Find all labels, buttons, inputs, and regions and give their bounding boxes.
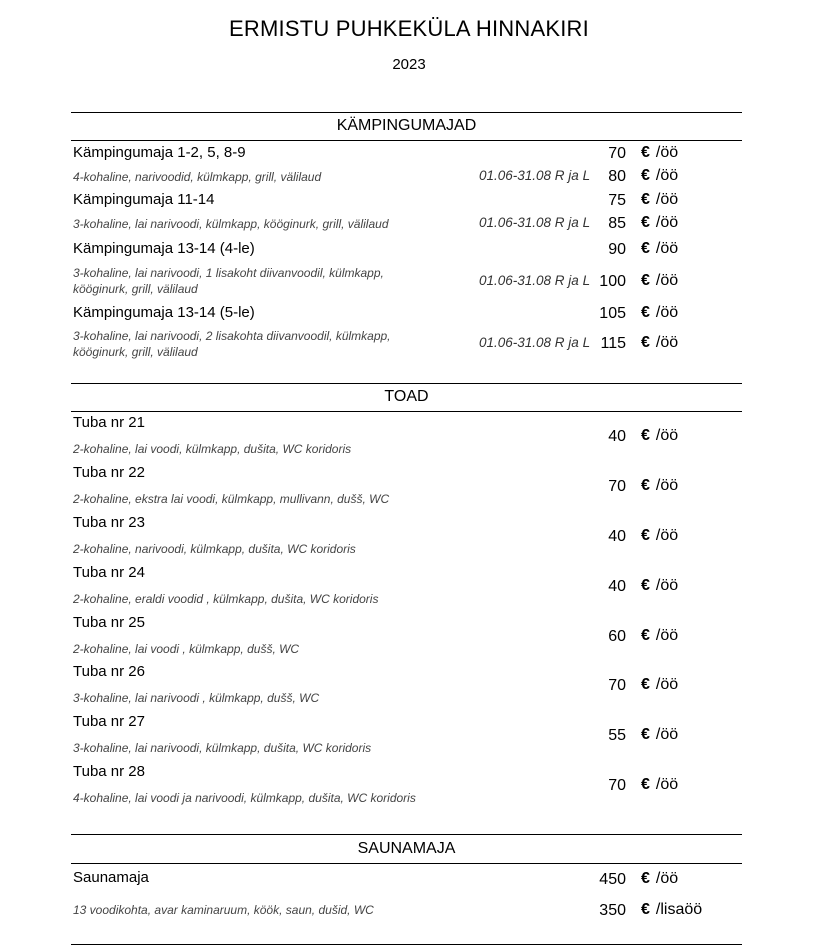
item-price: 60 (608, 628, 626, 645)
item-price: 90 (608, 241, 626, 258)
item-unit (641, 726, 678, 744)
season-period: 01.06-31.08 R ja L (479, 215, 591, 230)
euro-icon: € (641, 726, 650, 743)
unit-label: /öö (655, 870, 679, 887)
euro-icon: € (641, 627, 650, 644)
euro-icon: € (641, 776, 650, 793)
item-price: 105 (599, 305, 626, 322)
euro-icon: € (641, 527, 650, 544)
item-name: Tuba nr 21 (73, 414, 145, 431)
section-divider (71, 383, 742, 384)
item-name: Kämpingumaja 11-14 (73, 191, 215, 208)
unit-label: /öö (655, 144, 679, 161)
page-year: 2023 (392, 56, 426, 73)
item-price: 70 (608, 677, 626, 694)
item-unit (641, 167, 678, 185)
item-name: Tuba nr 26 (73, 663, 145, 680)
euro-icon: € (641, 144, 650, 161)
item-unit (641, 272, 678, 290)
item-unit (641, 334, 678, 352)
unit-label: /öö (655, 427, 679, 444)
item-desc: 4-kohaline, lai voodi ja narivoodi, külmkapp, dušita, WC koridoris (73, 791, 416, 805)
euro-icon: € (641, 272, 650, 289)
item-name: Tuba nr 28 (73, 763, 145, 780)
section-divider (71, 863, 742, 864)
section-title-sauna: SAUNAMAJA (357, 840, 456, 857)
item-unit (641, 240, 678, 258)
section-divider (71, 834, 742, 835)
item-desc: 3-kohaline, lai narivoodi, 2 lisakohta diivanvoodil, külmkapp, kööginurk, grill, välilaud (73, 329, 391, 359)
unit-label: /öö (655, 191, 679, 208)
item-unit (641, 901, 702, 919)
season-price: 85 (608, 215, 626, 232)
item-price: 40 (608, 528, 626, 545)
season-period: 01.06-31.08 R ja L (479, 273, 591, 288)
euro-icon: € (641, 477, 650, 494)
item-desc: 3-kohaline, lai narivoodi, külmkapp, dušita, WC koridoris (73, 741, 372, 755)
item-desc: 2-kohaline, lai voodi, külmkapp, dušita, WC koridoris (73, 442, 352, 456)
unit-label: /öö (655, 167, 679, 184)
item-desc: 13 voodikohta, avar kaminaruum, köök, saun, dušid, WC (73, 903, 374, 917)
item-desc: 4-kohaline, narivoodid, külmkapp, grill, välilaud (73, 170, 322, 184)
euro-icon: € (641, 304, 650, 321)
unit-label: /öö (655, 334, 679, 351)
extra-night-price: 350 (599, 902, 626, 919)
item-desc: 3-kohaline, lai narivoodi, 1 lisakoht diivanvoodil, külmkapp, kööginurk, grill, välilaud (73, 266, 384, 296)
euro-icon: € (641, 167, 650, 184)
item-unit (641, 144, 678, 162)
item-unit (641, 304, 678, 322)
item-unit (641, 527, 678, 545)
unit-label: /lisaöö (655, 901, 703, 918)
item-unit (641, 191, 678, 209)
item-name: Tuba nr 27 (73, 713, 145, 730)
euro-icon: € (641, 191, 650, 208)
item-unit (641, 627, 678, 645)
euro-icon: € (641, 427, 650, 444)
item-unit (641, 477, 678, 495)
euro-icon: € (641, 676, 650, 693)
item-price: 450 (599, 871, 626, 888)
season-price: 100 (599, 273, 626, 290)
item-desc: 2-kohaline, narivoodi, külmkapp, dušita, WC koridoris (73, 542, 356, 556)
unit-label: /öö (655, 726, 679, 743)
item-price: 55 (608, 727, 626, 744)
page-title: ERMISTU PUHKEKÜLA HINNAKIRI (229, 16, 589, 41)
item-price: 75 (608, 192, 626, 209)
item-unit (641, 776, 678, 794)
item-desc: 3-kohaline, lai narivoodi, külmkapp, kööginurk, grill, välilaud (73, 217, 389, 231)
unit-label: /öö (655, 240, 679, 257)
item-price: 40 (608, 578, 626, 595)
item-price: 70 (608, 777, 626, 794)
item-name: Tuba nr 22 (73, 464, 145, 481)
unit-label: /öö (655, 776, 679, 793)
unit-label: /öö (655, 676, 679, 693)
section-title-toad: TOAD (384, 388, 429, 405)
euro-icon: € (641, 577, 650, 594)
euro-icon: € (641, 870, 650, 887)
season-price: 115 (600, 335, 626, 352)
unit-label: /öö (655, 527, 679, 544)
item-price: 70 (608, 478, 626, 495)
item-name: Tuba nr 25 (73, 614, 145, 631)
euro-icon: € (641, 334, 650, 351)
unit-label: /öö (655, 627, 679, 644)
unit-label: /öö (655, 577, 679, 594)
section-divider (71, 140, 742, 141)
section-divider (71, 112, 742, 113)
item-price: 40 (608, 428, 626, 445)
section-divider (71, 411, 742, 412)
season-period: 01.06-31.08 R ja L (479, 335, 591, 350)
unit-label: /öö (655, 477, 679, 494)
section-divider (71, 944, 742, 945)
season-period: 01.06-31.08 R ja L (479, 168, 591, 183)
item-desc: 2-kohaline, eraldi voodid , külmkapp, dušita, WC koridoris (73, 592, 379, 606)
item-price: 70 (608, 145, 626, 162)
item-desc: 3-kohaline, lai narivoodi , külmkapp, dušš, WC (73, 691, 320, 705)
item-unit (641, 676, 678, 694)
euro-icon: € (641, 901, 650, 918)
item-desc: 2-kohaline, lai voodi , külmkapp, dušš, WC (73, 642, 300, 656)
item-unit (641, 214, 678, 232)
item-name: Tuba nr 24 (73, 564, 145, 581)
item-desc: 2-kohaline, ekstra lai voodi, külmkapp, mullivann, dušš, WC (73, 492, 390, 506)
unit-label: /öö (655, 272, 679, 289)
item-unit (641, 577, 678, 595)
item-name: Kämpingumaja 1-2, 5, 8-9 (73, 144, 246, 161)
euro-icon: € (641, 214, 650, 231)
item-unit (641, 870, 678, 888)
unit-label: /öö (655, 214, 679, 231)
section-title-kamping: KÄMPINGUMAJAD (336, 117, 477, 134)
unit-label: /öö (655, 304, 679, 321)
item-unit (641, 427, 678, 445)
euro-icon: € (641, 240, 650, 257)
season-price: 80 (608, 168, 626, 185)
item-name: Kämpingumaja 13-14 (5-le) (73, 304, 255, 321)
item-name: Kämpingumaja 13-14 (4-le) (73, 240, 255, 257)
item-name: Tuba nr 23 (73, 514, 145, 531)
item-name: Saunamaja (73, 869, 149, 886)
